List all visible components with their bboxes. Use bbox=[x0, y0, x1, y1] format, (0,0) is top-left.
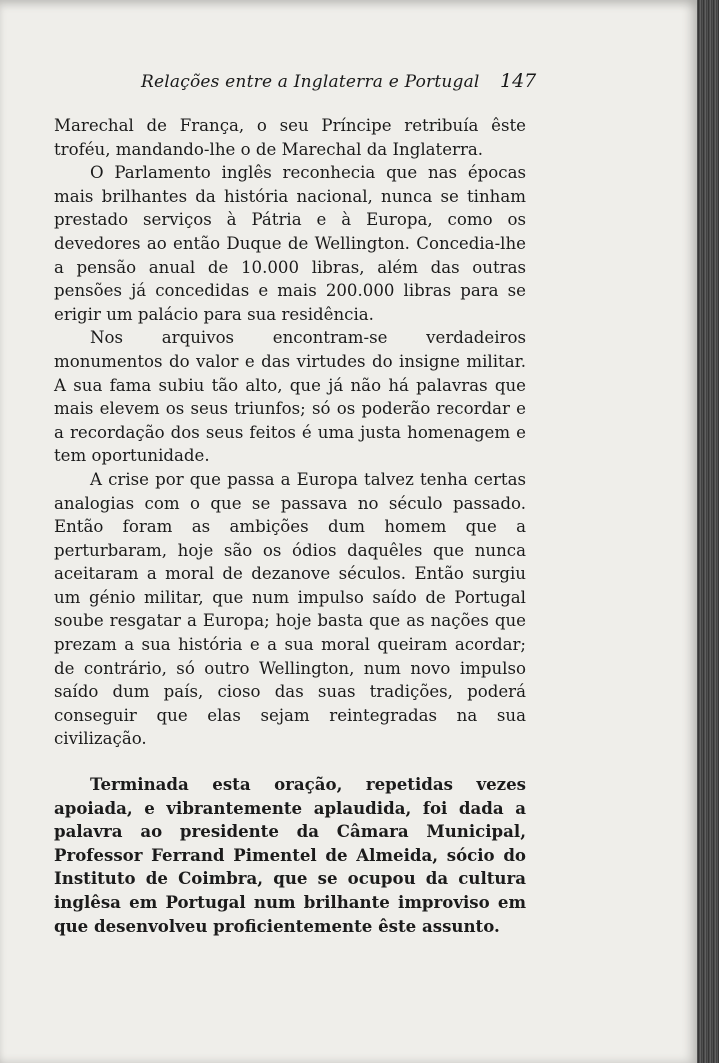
paragraph-crisis: A crise por que passa a Europa talvez tenha certas analogias com o que se passava no século passado. Então foram as ambições dum homem que a perturbaram, hoje são os ódios daquêles que nunca aceitaram a moral de dezanove séculos. Então surgiu um génio militar, que num impulso saído de Portugal soube resgatar a Europa; hoje basta que as nações que prezam a sua história e a sua moral queiram acordar; de contrário, só outro Wellington, num novo impulso saído dum país, cioso das suas tradições, poderá conseguir que elas sejam reintegradas na sua civilização. bbox=[54, 469, 526, 749]
page-edge bbox=[697, 0, 719, 1063]
paragraph-parliament: O Parlamento inglês reconhecia que nas épocas mais brilhantes da história nacional, nunca se tinham prestado serviços à Pátria e à Europa, como os devedores ao então Duque de Wellington. Concedia-lhe a pensão anual de 10.000 libras, além das outras pensões já concedidas e mais 200.000 libras para se erigir um palácio para sua residência. bbox=[54, 163, 526, 324]
paragraph-archives: Nos arquivos encontram-se verdadeiros monumentos do valor e das virtudes do insigne militar. A sua fama subiu tão alto, que já não há palavras que mais elevem os seus triunfos; só os poderão recordar e a recordação dos seus feitos é uma justa homenagem e tem oportunidade. bbox=[54, 328, 526, 466]
paragraph-closing: Terminada esta oração, repetidas vezes apoiada, e vibrantemente aplaudida, foi dada a palavra ao presidente da Câmara Municipal, Professor Ferrand Pimentel de Almeida, sócio do Instituto de Coimbra, que se ocupou da cultura inglêsa em Portugal num brilhante improviso em que desenvolveu proficientemente êste assunto. bbox=[54, 774, 526, 936]
page-body bbox=[54, 114, 526, 938]
paragraph-continuation: Marechal de França, o seu Príncipe retribuía êste troféu, mandando-lhe o de Marechal da Inglaterra. bbox=[54, 116, 526, 159]
running-header: Relações entre a Inglaterra e Portugal bbox=[141, 72, 480, 92]
page-number: 147 bbox=[500, 70, 537, 92]
